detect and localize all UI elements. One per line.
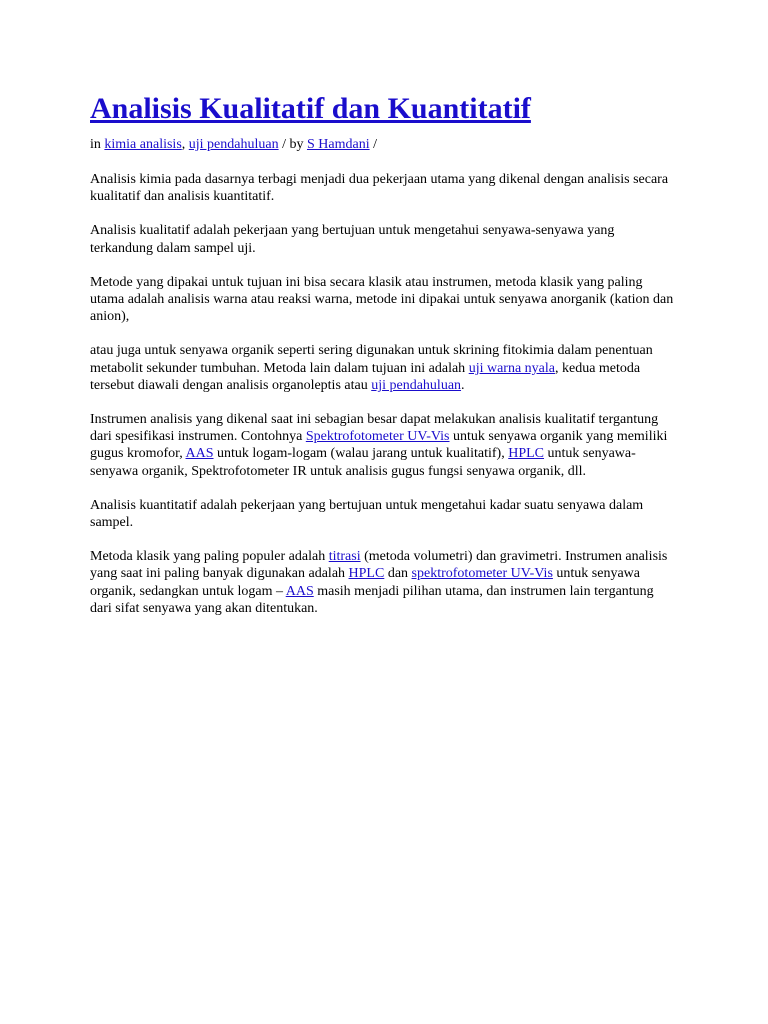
link-titrasi[interactable]: titrasi [328,549,361,565]
paragraph-3: Metode yang dipakai untuk tujuan ini bisa secara klasik atau instrumen, metoda klasik yang paling utama adalah analisis warna atau reaksi warna, metode ini dipakai untuk senyawa anorganik (kation dan anion), [90,274,674,325]
paragraph-5 [90,411,678,480]
link-hplc-2[interactable]: HPLC [348,566,385,582]
title-link[interactable]: Analisis Kualitatif dan Kuantitatif [90,92,531,125]
link-spektrofotometer-uv-vis[interactable]: Spektrofotometer UV-Vis [305,429,450,445]
paragraph-5-text-3: untuk logam-logam (walau jarang untuk kualitatif), [213,446,509,462]
link-spektrofotometer-uv-vis-2[interactable]: spektrofotometer UV-Vis [411,566,553,582]
paragraph-7 [90,548,678,617]
link-uji-pendahuluan[interactable]: uji pendahuluan [371,377,462,393]
category-link-kimia-analisis[interactable]: kimia analisis [104,137,182,152]
page-title [90,92,678,126]
link-aas-2[interactable]: AAS [285,583,314,599]
post-meta [90,136,678,153]
paragraph-6: Analisis kuantitatif adalah pekerjaan yang bertujuan untuk mengetahui kadar suatu senyawa dalam sampel. [90,497,644,531]
link-aas[interactable]: AAS [185,446,214,462]
paragraph-4-text-1: atau juga untuk senyawa organik seperti sering digunakan untuk skrining fitokimia dalam penentuan metabolit sekunder tumbuhan. Metoda lain dalam tujuan ini adalah [90,343,653,376]
paragraph-7-text-5: masih menjadi pilihan utama, dan instrumen lain tergantung dari sifat senyawa yang akan ditentukan. [90,583,654,616]
paragraph-7-text-3: dan [384,566,412,582]
paragraph-1: Analisis kimia pada dasarnya terbagi menjadi dua pekerjaan utama yang dikenal dengan analisis secara kualitatif dan analisis kuantitatif. [90,172,669,205]
paragraph-4-text-2: , kedua metoda tersebut diawali dengan analisis organoleptis atau [90,360,641,393]
author-link[interactable]: S Hamdani [306,137,370,152]
meta-suffix: / [369,137,377,152]
meta-prefix: in [90,137,105,152]
meta-by: / by [278,137,307,152]
paragraph-7-text-1: Metoda klasik yang paling populer adalah [90,549,329,565]
paragraph-7-text-2: (metoda volumetri) dan gravimetri. Instrumen analisis yang saat ini paling banyak digunakan adalah [90,549,668,582]
link-uji-warna-nyala[interactable]: uji warna nyala [468,360,555,376]
paragraph-4-text-3: . [461,377,465,393]
category-link-uji-pendahuluan[interactable]: uji pendahuluan [188,137,279,152]
meta-separator: , [181,137,189,152]
paragraph-2: Analisis kualitatif adalah pekerjaan yang bertujuan untuk mengetahui senyawa-senyawa yang terkandung dalam sampel uji. [90,223,615,256]
paragraph-5-text-2: untuk senyawa organik yang memiliki gugus kromofor, [90,429,668,462]
paragraph-5-text-4: untuk senyawa-senyawa organik, Spektrofotometer IR untuk analisis gugus fungsi senyawa organik, dll. [90,446,636,479]
paragraph-7-text-4: untuk senyawa organik, sedangkan untuk logam – [90,566,640,599]
link-hplc[interactable]: HPLC [508,446,545,462]
paragraph-5-text-1: Instrumen analisis yang dikenal saat ini sebagian besar dapat melakukan analisis kualitatif tergantung dari spesifikasi instrumen. Contohnya [90,412,659,445]
paragraph-4 [90,342,678,394]
